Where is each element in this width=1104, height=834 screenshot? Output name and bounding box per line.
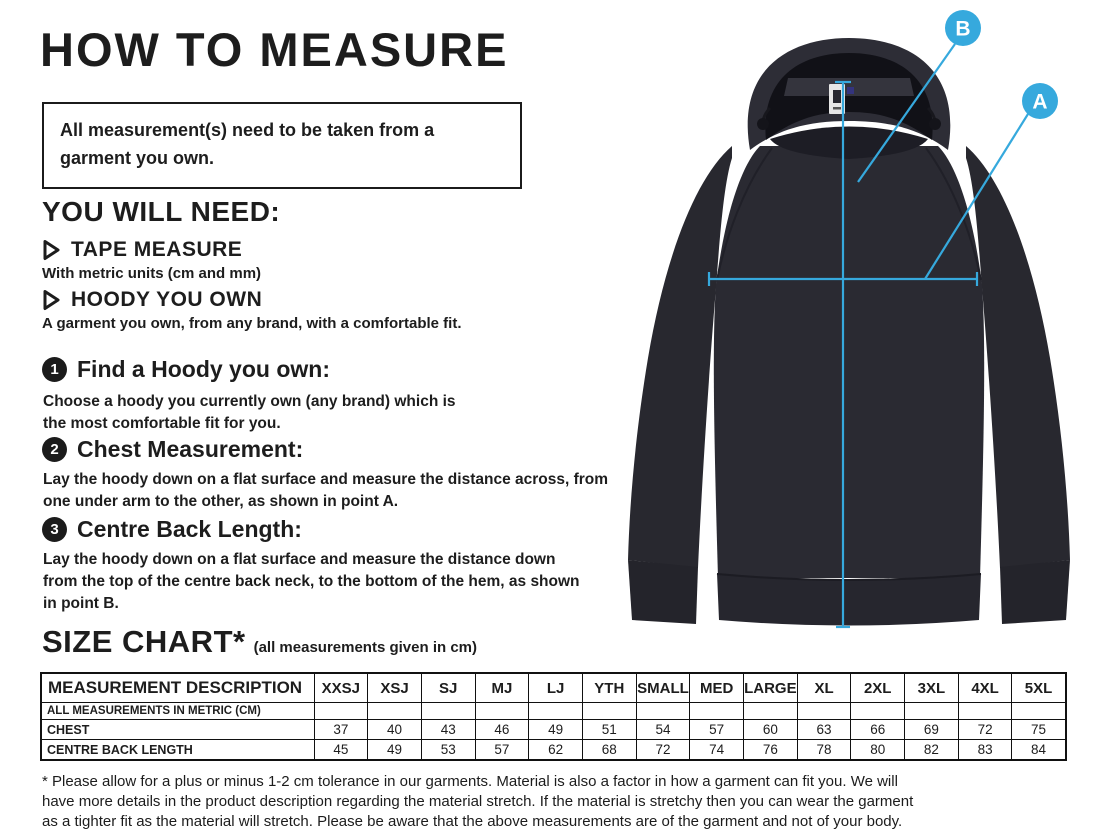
cell-value: 45: [314, 740, 368, 761]
column-header: XXSJ: [314, 673, 368, 703]
cell-value: 78: [797, 740, 851, 761]
column-header: 5XL: [1012, 673, 1066, 703]
cell-value: [529, 703, 583, 720]
step-3-heading: [42, 516, 302, 543]
size-chart-heading: [42, 624, 477, 660]
size-chart-header-row: [41, 673, 1066, 703]
step-number-badge: 3: [42, 517, 67, 542]
column-header: XSJ: [368, 673, 422, 703]
svg-text:A: A: [1032, 90, 1048, 114]
cell-value: 54: [636, 720, 690, 740]
cell-value: 83: [958, 740, 1012, 761]
need-item-tape-measure: [42, 238, 242, 262]
cell-value: [851, 703, 905, 720]
cell-value: [368, 703, 422, 720]
column-header: SMALL: [636, 673, 690, 703]
cell-value: [1012, 703, 1066, 720]
column-header: MJ: [475, 673, 529, 703]
note-text: All measurement(s) need to be taken from a garment you own.: [60, 120, 435, 168]
cell-value: 69: [905, 720, 959, 740]
cell-value: 74: [690, 740, 744, 761]
column-header: MED: [690, 673, 744, 703]
step-title: Find a Hoody you own:: [77, 356, 330, 382]
size-chart-subtitle: (all measurements given in cm): [253, 639, 477, 656]
row-label: CENTRE BACK LENGTH: [41, 740, 314, 761]
step-number-badge: 1: [42, 357, 67, 382]
column-header: YTH: [582, 673, 636, 703]
row-label: ALL MEASUREMENTS IN METRIC (CM): [41, 703, 314, 720]
size-chart-title: SIZE CHART*: [42, 624, 246, 659]
drawstring-toggle: [929, 118, 941, 130]
size-chart-table: [40, 672, 1067, 761]
column-header: 3XL: [905, 673, 959, 703]
cell-value: [690, 703, 744, 720]
cell-value: 57: [475, 740, 529, 761]
cell-value: [421, 703, 475, 720]
cell-value: 66: [851, 720, 905, 740]
cell-value: 51: [582, 720, 636, 740]
cell-value: 82: [905, 740, 959, 761]
column-header: 2XL: [851, 673, 905, 703]
cell-value: 84: [1012, 740, 1066, 761]
hoodie-illustration: [620, 8, 1104, 650]
column-header: LARGE: [744, 673, 798, 703]
cell-value: 62: [529, 740, 583, 761]
column-header: MEASUREMENT DESCRIPTION: [41, 673, 314, 703]
step-3-body: Lay the hoody down on a flat surface and measure the distance down from the top of the centre back neck, to the bottom of the hem, as shown in point B.: [43, 551, 580, 612]
cell-value: 43: [421, 720, 475, 740]
cell-value: 46: [475, 720, 529, 740]
cell-value: 76: [744, 740, 798, 761]
column-header: 4XL: [958, 673, 1012, 703]
cell-value: 49: [368, 740, 422, 761]
cell-value: 60: [744, 720, 798, 740]
cell-value: 75: [1012, 720, 1066, 740]
hoodie-body: [714, 146, 984, 578]
step-title: Centre Back Length:: [77, 516, 302, 542]
hoodie-left-cuff: [628, 560, 698, 624]
need-item-label: TAPE MEASURE: [71, 238, 243, 261]
cell-value: 53: [421, 740, 475, 761]
triangle-bullet-icon: [42, 289, 61, 311]
cell-value: [636, 703, 690, 720]
hoodie-diagram: [620, 8, 1104, 650]
table-row: [41, 720, 1066, 740]
step-title: Chest Measurement:: [77, 436, 304, 462]
cell-value: [797, 703, 851, 720]
cell-value: 72: [958, 720, 1012, 740]
step-2-heading: [42, 436, 303, 463]
triangle-bullet-icon: [42, 239, 61, 261]
step-1-body: Choose a hoody you currently own (any brand) which is the most comfortable fit for you.: [43, 393, 456, 432]
step-2-body: Lay the hoody down on a flat surface and measure the distance across, from one under arm to the other, as shown in point A.: [43, 471, 609, 510]
badge-b: [945, 10, 981, 46]
need-item-description: With metric units (cm and mm): [42, 265, 262, 282]
cell-value: [582, 703, 636, 720]
drawstring-toggle: [757, 118, 769, 130]
need-item-hoody: [42, 288, 262, 312]
table-row: [41, 740, 1066, 761]
cell-value: 80: [851, 740, 905, 761]
column-header: LJ: [529, 673, 583, 703]
footnote: * Please allow for a plus or minus 1-2 cm tolerance in our garments. Material is also a factor in how a garment can fit you. We will have more details in the product description regarding the material stretch. If the material is stretchy then you can wear the garment as a tighter fit as the material will stretch. Please be aware that the above measurements are of the garment and not of your body.: [42, 773, 914, 831]
need-item-description: A garment you own, from any brand, with a comfortable fit.: [42, 315, 462, 332]
cell-value: 57: [690, 720, 744, 740]
cell-value: 63: [797, 720, 851, 740]
cell-value: [744, 703, 798, 720]
you-will-need-heading: YOU WILL NEED:: [42, 196, 281, 227]
cell-value: [905, 703, 959, 720]
step-1-heading: [42, 356, 330, 383]
column-header: XL: [797, 673, 851, 703]
badge-a: [1022, 83, 1058, 119]
column-header: SJ: [421, 673, 475, 703]
page-title: HOW TO MEASURE: [40, 23, 509, 76]
cell-value: 68: [582, 740, 636, 761]
note-box: [42, 102, 522, 189]
cell-value: 40: [368, 720, 422, 740]
hoodie-right-cuff: [1000, 560, 1070, 624]
size-chart-body: [41, 703, 1066, 761]
step-number-badge: 2: [42, 437, 67, 462]
cell-value: 49: [529, 720, 583, 740]
need-item-label: HOODY YOU OWN: [71, 288, 263, 311]
cell-value: [475, 703, 529, 720]
table-row: [41, 703, 1066, 720]
cell-value: 72: [636, 740, 690, 761]
cell-value: 37: [314, 720, 368, 740]
cell-value: [958, 703, 1012, 720]
size-tag: [847, 87, 854, 94]
row-label: CHEST: [41, 720, 314, 740]
svg-text:B: B: [955, 17, 971, 41]
cell-value: [314, 703, 368, 720]
